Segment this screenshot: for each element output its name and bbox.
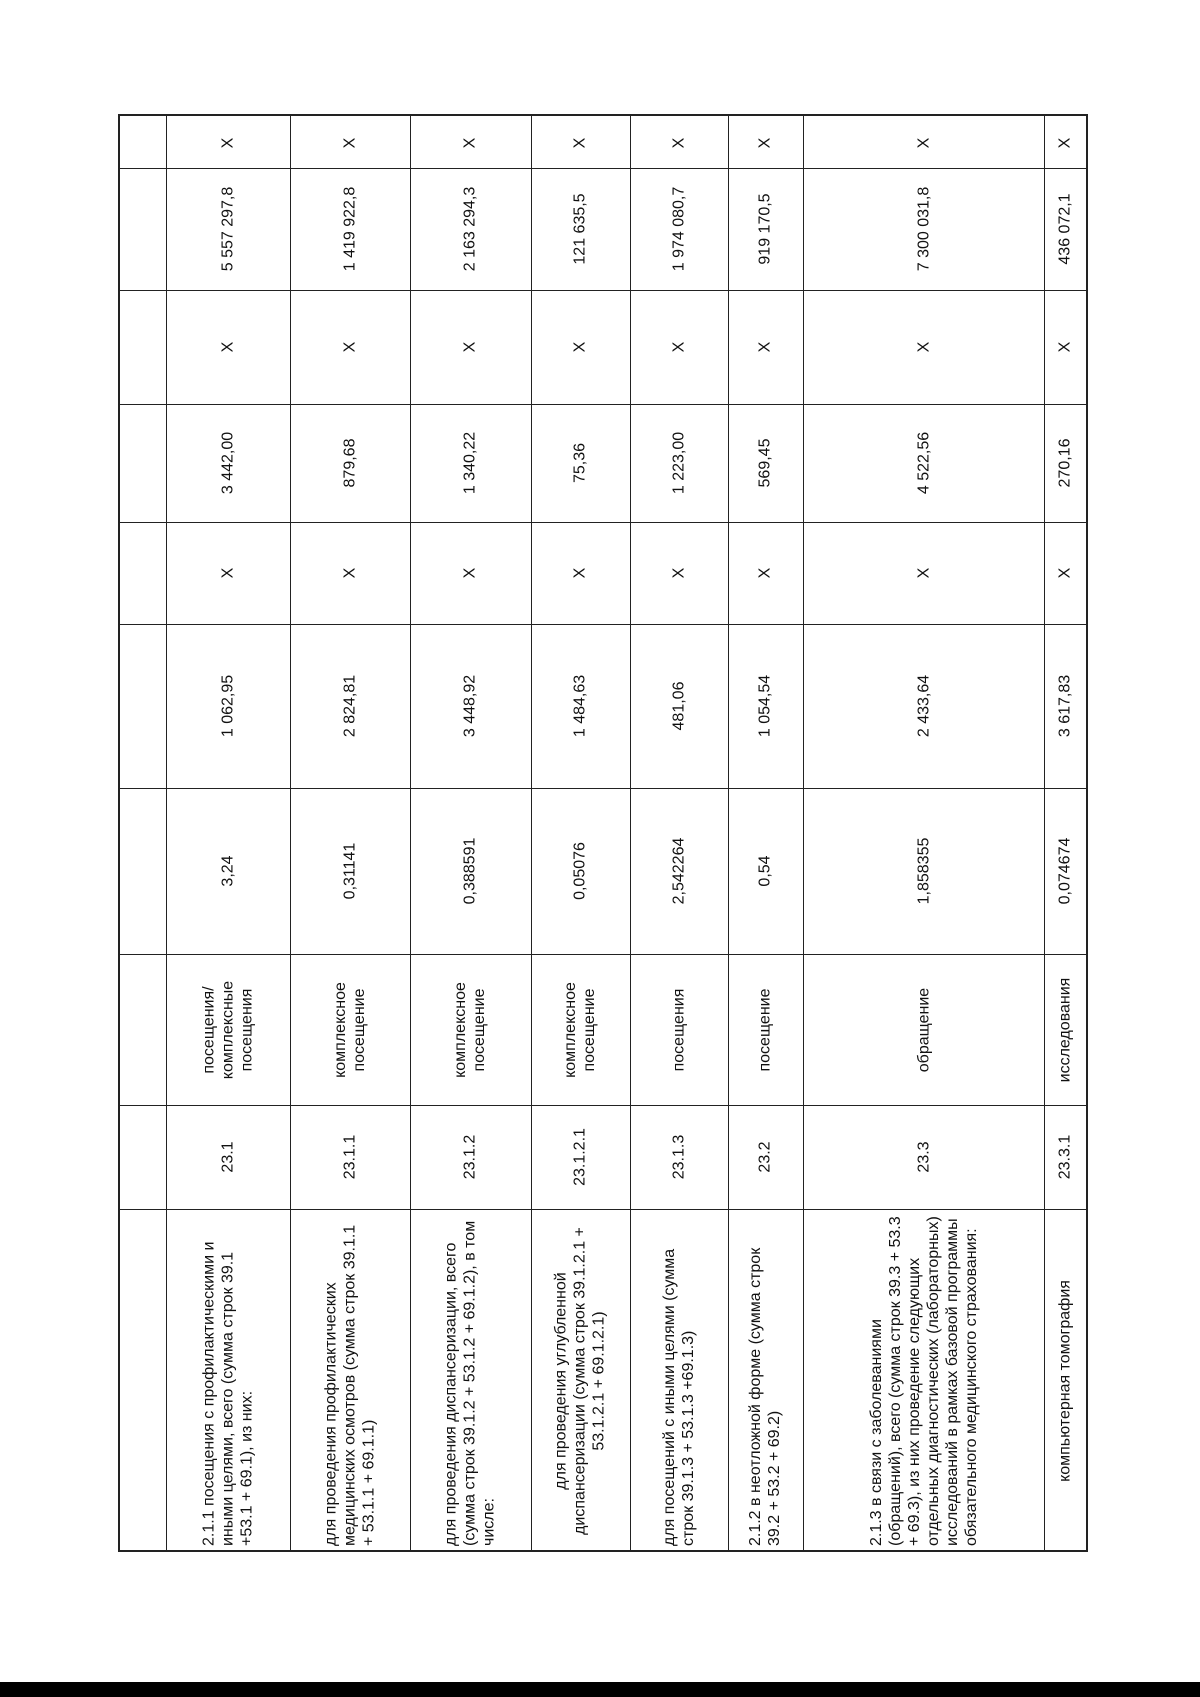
- row-cost: 1 054,54: [756, 674, 774, 738]
- row-divider: [166, 116, 167, 1550]
- row-name: для проведения диспансеризации, всего (сумма строк 39.1.2 + 53.1.2 + 69.1.2), в том числе:: [442, 1220, 498, 1546]
- row-cost: 481,06: [670, 681, 688, 731]
- row-empty-mark: X: [1056, 137, 1074, 149]
- row-line-number: 23.3: [915, 1141, 933, 1173]
- row-norm: 3,24: [219, 855, 237, 887]
- row-total: 919 170,5: [756, 193, 774, 265]
- row-total: 1 419 922,8: [341, 186, 359, 272]
- row-empty-mark: X: [670, 137, 688, 149]
- row-divider: [1044, 116, 1045, 1550]
- row-empty-mark: X: [756, 137, 774, 149]
- row-unit: комплексное посещение: [332, 982, 368, 1078]
- column-divider: [120, 404, 1086, 405]
- row-name: для проведения углубленной диспансеризации (сумма строк 39.1.2.1 + 53.1.2.1 + 69.1.2.1): [552, 1227, 608, 1535]
- row-norm: 0,05076: [571, 842, 589, 900]
- row-norm: 1,858355: [915, 837, 933, 905]
- row-line-number: 23.1.2.1: [571, 1128, 589, 1186]
- row-per-capita: 75,36: [571, 442, 589, 484]
- row-empty-mark: X: [1056, 567, 1074, 579]
- row-line-number: 23.1.2: [461, 1134, 479, 1180]
- row-norm: 0,388591: [461, 837, 479, 905]
- row-per-capita: 3 442,00: [219, 431, 237, 495]
- row-name: 2.1.1 посещения с профилактическими и иными целями, всего (сумма строк 39.1 +53.1 + 69.1), из них:: [200, 1241, 256, 1546]
- column-divider: [120, 168, 1086, 169]
- column-divider: [120, 522, 1086, 523]
- row-cost: 1 062,95: [219, 674, 237, 738]
- row-per-capita: 569,45: [756, 438, 774, 488]
- row-total: 1 974 080,7: [670, 186, 688, 272]
- row-line-number: 23.3.1: [1056, 1134, 1074, 1180]
- row-empty-mark: X: [341, 341, 359, 353]
- row-line-number: 23.1.3: [670, 1134, 688, 1180]
- row-per-capita: 879,68: [341, 438, 359, 488]
- row-name: для посещений с иными целями (сумма строк 39.1.3 + 53.1.3 +69.1.3): [661, 1248, 697, 1546]
- row-empty-mark: X: [1056, 341, 1074, 353]
- row-empty-mark: X: [219, 137, 237, 149]
- row-total: 121 635,5: [571, 193, 589, 265]
- row-name: 2.1.3 в связи с заболеваниями (обращений), всего (сумма строк 39.3 + 53.3 + 69.3), из них проведение следующих отдельных диагностических (лабораторных) исследований в рамках базовой программы обязательного медицинского страхования:: [868, 1216, 980, 1546]
- row-empty-mark: X: [571, 341, 589, 353]
- row-norm: 0,54: [756, 855, 774, 887]
- row-unit: посещение: [756, 988, 774, 1072]
- row-empty-mark: X: [219, 341, 237, 353]
- row-norm: 0,31141: [341, 842, 359, 900]
- row-per-capita: 1 340,22: [461, 431, 479, 495]
- row-empty-mark: X: [461, 341, 479, 353]
- row-cost: 3 617,83: [1056, 674, 1074, 738]
- row-empty-mark: X: [670, 567, 688, 579]
- row-per-capita: 1 223,00: [670, 431, 688, 495]
- column-divider: [120, 788, 1086, 789]
- row-empty-mark: X: [219, 567, 237, 579]
- row-empty-mark: X: [341, 567, 359, 579]
- data-table: [118, 114, 1088, 1552]
- row-cost: 2 433,64: [915, 674, 933, 738]
- row-unit: комплексное посещение: [452, 982, 488, 1078]
- row-norm: 2,542264: [670, 837, 688, 905]
- row-unit: обращение: [915, 987, 933, 1073]
- row-line-number: 23.2: [756, 1141, 774, 1173]
- row-name: компьютерная томография: [1056, 1280, 1074, 1482]
- row-norm: 0,074674: [1056, 837, 1074, 905]
- row-divider: [410, 116, 411, 1550]
- row-total: 5 557 297,8: [219, 186, 237, 272]
- row-empty-mark: X: [571, 567, 589, 579]
- row-cost: 2 824,81: [341, 674, 359, 738]
- column-divider: [120, 954, 1086, 955]
- row-per-capita: 270,16: [1056, 438, 1074, 488]
- column-divider: [120, 624, 1086, 625]
- row-unit: посещения: [670, 988, 688, 1072]
- row-per-capita: 4 522,56: [915, 431, 933, 495]
- row-total: 2 163 294,3: [461, 186, 479, 272]
- row-line-number: 23.1.1: [341, 1134, 359, 1180]
- column-divider: [120, 1209, 1086, 1210]
- row-empty-mark: X: [915, 137, 933, 149]
- row-empty-mark: X: [915, 341, 933, 353]
- row-empty-mark: X: [461, 137, 479, 149]
- row-empty-mark: X: [756, 567, 774, 579]
- row-divider: [630, 116, 631, 1550]
- row-total: 436 072,1: [1056, 193, 1074, 265]
- column-divider: [120, 1105, 1086, 1106]
- row-empty-mark: X: [341, 137, 359, 149]
- row-empty-mark: X: [461, 567, 479, 579]
- row-empty-mark: X: [915, 567, 933, 579]
- row-unit: комплексное посещение: [562, 982, 598, 1078]
- row-empty-mark: X: [670, 341, 688, 353]
- row-divider: [728, 116, 729, 1550]
- row-cost: 1 484,63: [571, 674, 589, 738]
- row-divider: [531, 116, 532, 1550]
- row-cost: 3 448,92: [461, 674, 479, 738]
- row-total: 7 300 031,8: [915, 186, 933, 272]
- row-empty-mark: X: [571, 137, 589, 149]
- column-divider: [120, 290, 1086, 291]
- row-line-number: 23.1: [219, 1141, 237, 1173]
- row-unit: посещения/ комплексные посещения: [200, 980, 256, 1080]
- row-unit: исследования: [1056, 977, 1074, 1083]
- row-divider: [290, 116, 291, 1550]
- row-divider: [803, 116, 804, 1550]
- row-name: для проведения профилактических медицинских осмотров (сумма строк 39.1.1 + 53.1.1 + 69.1.1): [322, 1224, 378, 1546]
- row-empty-mark: X: [756, 341, 774, 353]
- scan-bottom-edge: [0, 1682, 1200, 1697]
- row-name: 2.1.2 в неотложной форме (сумма строк 39.2 + 53.2 + 69.2): [747, 1247, 783, 1546]
